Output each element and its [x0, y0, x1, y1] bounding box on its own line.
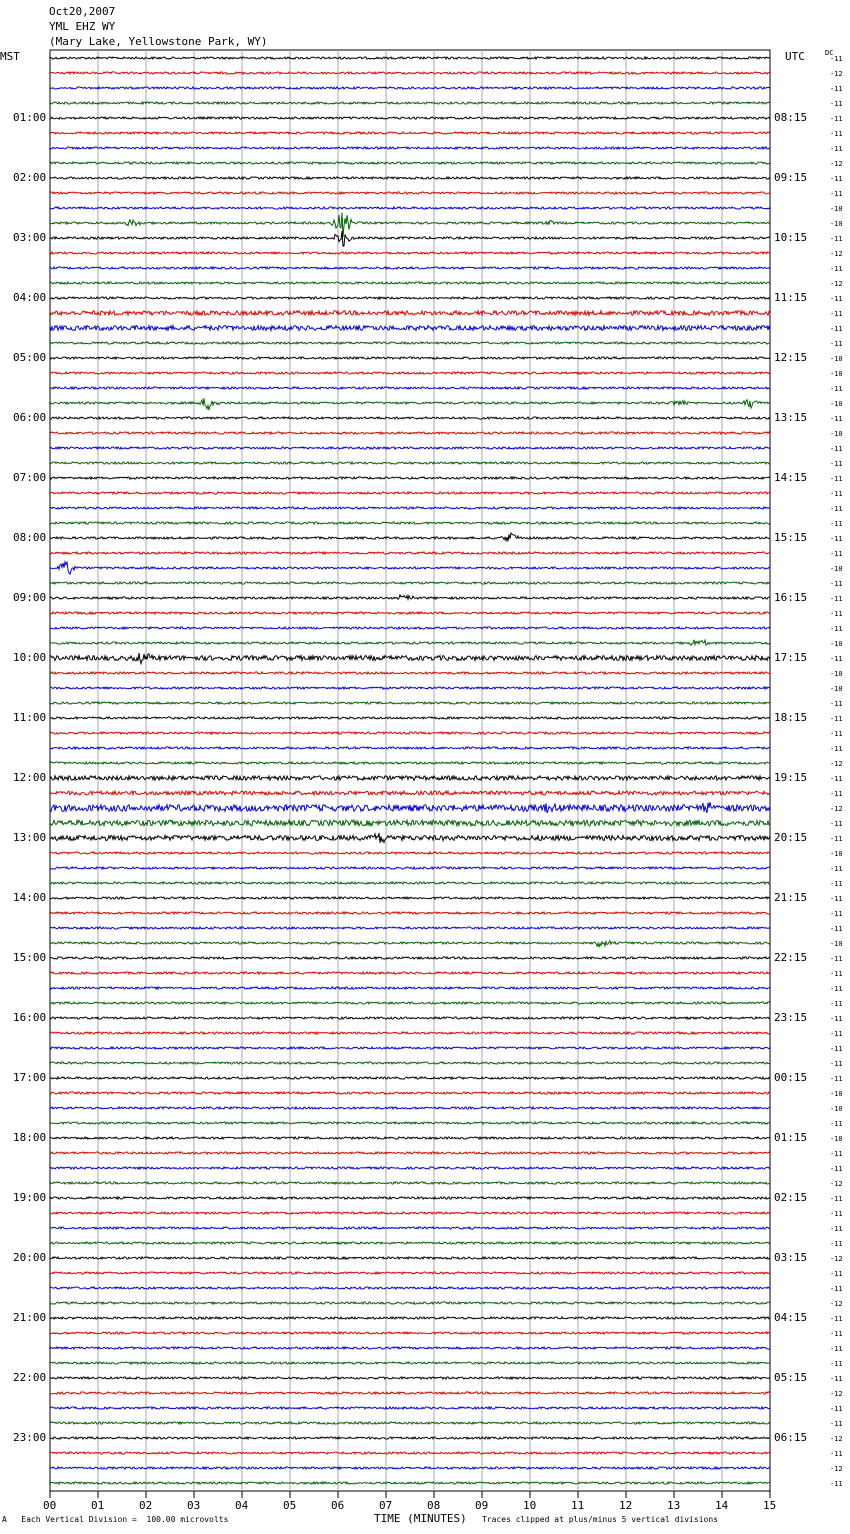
seismic-trace	[50, 833, 770, 843]
seismic-trace	[50, 1437, 770, 1439]
dc-offset-label: -11	[830, 535, 843, 543]
right-hour-label: 08:15	[774, 111, 808, 124]
dc-offset-label: -12	[830, 70, 843, 78]
right-hour-label: 14:15	[774, 471, 808, 484]
dc-offset-label: -11	[830, 730, 843, 738]
header-location: (Mary Lake, Yellowstone Park, WY)	[49, 35, 268, 48]
seismic-trace	[50, 192, 770, 194]
left-hour-label: 15:00	[13, 951, 47, 964]
seismic-trace	[50, 326, 770, 331]
seismic-trace	[50, 1452, 770, 1454]
seismic-trace	[50, 102, 770, 104]
dc-offset-label: -10	[830, 205, 843, 213]
seismic-trace	[50, 852, 770, 854]
dc-offset-label: -12	[830, 160, 843, 168]
seismic-trace	[50, 297, 770, 299]
dc-offset-label: -10	[830, 670, 843, 678]
seismic-trace	[50, 702, 770, 704]
seismic-trace	[50, 897, 770, 899]
dc-offset-label: -12	[830, 1465, 843, 1473]
right-hour-label: 04:15	[774, 1311, 808, 1324]
left-timezone-label: MST	[0, 50, 20, 63]
x-tick-label: 09	[475, 1499, 489, 1512]
dc-offset-label: -11	[830, 1195, 843, 1203]
seismic-trace	[50, 87, 770, 89]
seismic-trace	[50, 1257, 770, 1259]
left-hour-label: 22:00	[13, 1371, 47, 1384]
dc-offset-label: -11	[830, 715, 843, 723]
seismic-trace	[50, 882, 770, 884]
x-tick-label: 00	[43, 1499, 57, 1512]
seismic-trace	[50, 1017, 770, 1019]
dc-offset-label: -11	[830, 100, 843, 108]
seismic-trace	[50, 1377, 770, 1379]
right-hour-label: 02:15	[774, 1191, 808, 1204]
left-hour-label: 18:00	[13, 1131, 47, 1144]
dc-offset-label: -10	[830, 685, 843, 693]
left-hour-label: 13:00	[13, 831, 47, 844]
x-tick-label: 02	[139, 1499, 153, 1512]
dc-offset-label: -10	[830, 430, 843, 438]
seismic-trace	[50, 162, 770, 164]
right-hour-label: 22:15	[774, 951, 808, 964]
seismic-trace	[50, 1107, 770, 1109]
seismic-trace	[50, 687, 770, 689]
left-hour-label: 19:00	[13, 1191, 47, 1204]
right-hour-label: 16:15	[774, 591, 808, 604]
dc-offset-label: -11	[830, 1045, 843, 1053]
dc-offset-label: -10	[830, 1135, 843, 1143]
dc-offset-label: -11	[830, 1450, 843, 1458]
seismic-trace	[50, 252, 770, 254]
left-hour-label: 04:00	[13, 291, 47, 304]
left-hour-label: 20:00	[13, 1251, 47, 1264]
left-hour-label: 09:00	[13, 591, 47, 604]
x-tick-label: 03	[187, 1499, 201, 1512]
dc-offset-label: -11	[830, 775, 843, 783]
seismic-trace	[50, 957, 770, 959]
seismic-trace	[50, 533, 770, 541]
dc-offset-label: -11	[830, 1075, 843, 1083]
dc-offset-label: -11	[830, 1330, 843, 1338]
header-date: Oct20,2007	[49, 5, 116, 18]
seismic-trace	[50, 927, 770, 929]
dc-offset-label: -11	[830, 865, 843, 873]
dc-offset-label: -11	[830, 820, 843, 828]
seismic-trace	[50, 1137, 770, 1139]
dc-offset-label: -11	[830, 190, 843, 198]
seismic-trace	[50, 1152, 770, 1154]
dc-offset-label: -12	[830, 1435, 843, 1443]
left-hour-label: 03:00	[13, 231, 47, 244]
seismic-trace	[50, 776, 770, 780]
dc-offset-label: -11	[830, 340, 843, 348]
scale-note-text: Each Vertical Division = 100.00 microvolts	[21, 1515, 229, 1524]
dc-offset-label: -11	[830, 85, 843, 93]
x-axis-ticks	[50, 1491, 770, 1498]
seismic-trace	[50, 1272, 770, 1274]
dc-offset-label: -11	[830, 415, 843, 423]
dc-offset-label: -11	[830, 1000, 843, 1008]
x-tick-label: 10	[523, 1499, 537, 1512]
dc-offset-label: -11	[830, 595, 843, 603]
left-hour-label: 14:00	[13, 891, 47, 904]
seismic-trace	[50, 552, 770, 554]
seismic-trace	[50, 387, 770, 389]
seismic-trace	[50, 653, 770, 664]
dc-offset-label: -11	[830, 1120, 843, 1128]
right-hour-label: 09:15	[774, 171, 808, 184]
right-hour-label: 15:15	[774, 531, 808, 544]
dc-offset-label: -12	[830, 1255, 843, 1263]
seismic-trace	[50, 462, 770, 464]
right-hour-label: 12:15	[774, 351, 808, 364]
right-hour-label: 23:15	[774, 1011, 808, 1024]
dc-offset-label: -10	[830, 940, 843, 948]
seismic-trace	[50, 1362, 770, 1364]
dc-offset-label: -11	[830, 1420, 843, 1428]
dc-offset-label: -10	[830, 640, 843, 648]
seismic-trace	[50, 57, 770, 59]
seismic-trace	[50, 282, 770, 284]
seismic-trace	[50, 1347, 770, 1349]
dc-offset-label: -11	[830, 235, 843, 243]
seismic-trace	[50, 820, 770, 826]
dc-offset-label: -10	[830, 1105, 843, 1113]
dc-offset-label: -11	[830, 1315, 843, 1323]
right-hour-label: 05:15	[774, 1371, 808, 1384]
left-hour-label: 07:00	[13, 471, 47, 484]
dc-offset-label: -11	[830, 880, 843, 888]
left-hour-label: 02:00	[13, 171, 47, 184]
seismic-trace	[50, 147, 770, 149]
dc-offset-label: -11	[830, 265, 843, 273]
seismic-trace	[50, 1032, 770, 1034]
seismic-trace	[50, 912, 770, 914]
seismic-trace	[50, 1332, 770, 1334]
right-hour-label: 21:15	[774, 891, 808, 904]
dc-offset-label: -11	[830, 700, 843, 708]
dc-offset-label: -11	[830, 490, 843, 498]
seismic-trace	[50, 1167, 770, 1169]
dc-offset-label: -11	[830, 790, 843, 798]
dc-offset-label: -11	[830, 130, 843, 138]
x-tick-label: 01	[91, 1499, 105, 1512]
seismic-trace	[50, 267, 770, 269]
dc-offset-label: -11	[830, 1210, 843, 1218]
dc-offset-label: -11	[830, 55, 843, 63]
dc-label: DC	[825, 49, 834, 57]
x-tick-label: 13	[667, 1499, 681, 1512]
seismic-trace	[50, 582, 770, 584]
seismic-trace	[50, 717, 770, 719]
seismic-trace	[50, 1467, 770, 1469]
plot-frame	[50, 50, 770, 1491]
seismic-trace	[50, 1482, 770, 1484]
x-tick-label: 06	[331, 1499, 345, 1512]
left-hour-label: 01:00	[13, 111, 47, 124]
seismic-trace	[50, 447, 770, 449]
seismic-trace	[50, 477, 770, 479]
dc-offset-label: -10	[830, 370, 843, 378]
dc-offset-label: -12	[830, 760, 843, 768]
seismic-trace	[50, 1092, 770, 1094]
seismic-trace	[50, 311, 770, 315]
seismic-trace	[50, 1302, 770, 1304]
seismic-trace	[50, 640, 770, 646]
seismic-trace	[50, 417, 770, 419]
right-hour-label: 17:15	[774, 651, 808, 664]
dc-offset-label: -11	[830, 970, 843, 978]
dc-offset-label: -10	[830, 565, 843, 573]
seismic-trace	[50, 207, 770, 209]
seismic-trace	[50, 562, 770, 574]
right-hour-label: 06:15	[774, 1431, 808, 1444]
dc-offset-label: -11	[830, 835, 843, 843]
right-hour-label: 20:15	[774, 831, 808, 844]
dc-offset-label: -12	[830, 280, 843, 288]
dc-offset-label: -10	[830, 400, 843, 408]
dc-offset-label: -12	[830, 1180, 843, 1188]
dc-offset-label: -11	[830, 1345, 843, 1353]
seismic-trace	[50, 1392, 770, 1394]
seismic-trace	[50, 1062, 770, 1064]
left-hour-label: 17:00	[13, 1071, 47, 1084]
dc-offset-label: -11	[830, 1240, 843, 1248]
seismic-trace	[50, 231, 770, 246]
right-hour-label: 19:15	[774, 771, 808, 784]
dc-offset-label: -11	[830, 895, 843, 903]
dc-offset-label: -11	[830, 925, 843, 933]
dc-offset-label: -11	[830, 445, 843, 453]
dc-offset-label: -11	[830, 1015, 843, 1023]
right-hour-label: 01:15	[774, 1131, 808, 1144]
dc-offset-label: -11	[830, 1270, 843, 1278]
dc-offset-label: -11	[830, 1225, 843, 1233]
right-hour-label: 10:15	[774, 231, 808, 244]
dc-offset-label: -11	[830, 1480, 843, 1488]
seismic-trace	[50, 507, 770, 509]
seismic-trace	[50, 802, 770, 813]
left-hour-label: 16:00	[13, 1011, 47, 1024]
dc-offset-label: -11	[830, 460, 843, 468]
footer-clip-note: Traces clipped at plus/minus 5 vertical divisions	[482, 1515, 719, 1524]
seismic-trace	[50, 747, 770, 749]
seismic-trace	[50, 398, 770, 410]
dc-offset-label: -11	[830, 655, 843, 663]
seismic-trace	[50, 432, 770, 434]
left-hour-label: 05:00	[13, 351, 47, 364]
x-tick-label: 04	[235, 1499, 249, 1512]
seismic-trace	[50, 627, 770, 629]
dc-offset-label: -10	[830, 850, 843, 858]
x-tick-label: 15	[763, 1499, 777, 1512]
dc-offset-label: -11	[830, 610, 843, 618]
dc-offset-label: -11	[830, 1405, 843, 1413]
dc-offset-label: -12	[830, 805, 843, 813]
dc-offset-label: -11	[830, 115, 843, 123]
seismic-trace	[50, 72, 770, 74]
left-hour-label: 06:00	[13, 411, 47, 424]
right-hour-label: 11:15	[774, 291, 808, 304]
footer-mark: A	[2, 1515, 7, 1524]
dc-offset-label: -11	[830, 580, 843, 588]
seismic-trace	[50, 1407, 770, 1409]
dc-offset-label: -12	[830, 1300, 843, 1308]
seismic-trace	[50, 867, 770, 869]
footer-scale-note	[2, 1515, 228, 1524]
left-hour-label: 08:00	[13, 531, 47, 544]
trace-group	[50, 57, 770, 1484]
seismic-trace	[50, 1212, 770, 1214]
dc-offset-label: -11	[830, 310, 843, 318]
left-hour-label: 12:00	[13, 771, 47, 784]
dc-offset-label: -11	[830, 1375, 843, 1383]
seismic-trace	[50, 1422, 770, 1424]
seismic-trace	[50, 1287, 770, 1289]
seismic-trace	[50, 117, 770, 119]
left-hour-label: 10:00	[13, 651, 47, 664]
seismic-trace	[50, 762, 770, 764]
dc-offset-label: -11	[830, 1165, 843, 1173]
dc-offset-label: -11	[830, 745, 843, 753]
seismic-trace	[50, 1122, 770, 1124]
seismic-trace	[50, 1002, 770, 1004]
dc-offset-label: -11	[830, 625, 843, 633]
x-tick-label: 11	[571, 1499, 585, 1512]
dc-offset-label: -11	[830, 175, 843, 183]
minute-gridlines	[98, 50, 722, 1491]
seismic-trace	[50, 372, 770, 374]
seismic-trace	[50, 1317, 770, 1319]
x-tick-label: 12	[619, 1499, 633, 1512]
seismic-trace	[50, 177, 770, 179]
dc-offset-label: -12	[830, 250, 843, 258]
dc-offset-label: -11	[830, 955, 843, 963]
dc-offset-label: -11	[830, 1360, 843, 1368]
seismic-trace	[50, 612, 770, 614]
seismic-trace	[50, 342, 770, 344]
seismic-trace	[50, 522, 770, 524]
left-hour-label: 21:00	[13, 1311, 47, 1324]
seismic-trace	[50, 492, 770, 494]
seismic-trace	[50, 941, 770, 947]
seismic-trace	[50, 672, 770, 674]
seismic-trace	[50, 1227, 770, 1229]
dc-offset-label: -10	[830, 220, 843, 228]
dc-offset-label: -11	[830, 385, 843, 393]
dc-offset-label: -11	[830, 1030, 843, 1038]
dc-offset-label: -12	[830, 1390, 843, 1398]
dc-offset-label: -11	[830, 145, 843, 153]
dc-offset-label: -11	[830, 325, 843, 333]
dc-offset-label: -11	[830, 1285, 843, 1293]
seismic-trace	[50, 1047, 770, 1049]
left-hour-label: 11:00	[13, 711, 47, 724]
right-hour-label: 00:15	[774, 1071, 808, 1084]
header-station: YML EHZ WY	[49, 20, 116, 33]
right-timezone-label: UTC	[785, 50, 805, 63]
left-hour-label: 23:00	[13, 1431, 47, 1444]
seismic-trace	[50, 357, 770, 359]
dc-offset-label: -10	[830, 1090, 843, 1098]
dc-offset-label: -11	[830, 505, 843, 513]
x-axis-label: TIME (MINUTES)	[374, 1512, 467, 1525]
seismic-trace	[50, 1242, 770, 1244]
x-tick-label: 08	[427, 1499, 441, 1512]
x-tick-label: 07	[379, 1499, 393, 1512]
seismic-trace	[50, 1182, 770, 1184]
seismic-trace	[50, 132, 770, 134]
seismic-trace	[50, 987, 770, 989]
seismic-trace	[50, 1197, 770, 1199]
dc-offset-label: -11	[830, 520, 843, 528]
right-hour-label: 03:15	[774, 1251, 808, 1264]
seismic-trace	[50, 1077, 770, 1079]
seismic-trace	[50, 732, 770, 734]
dc-offset-label: -11	[830, 910, 843, 918]
dc-offset-label: -11	[830, 985, 843, 993]
dc-offset-label: -11	[830, 550, 843, 558]
dc-offset-label: -11	[830, 295, 843, 303]
right-hour-label: 18:15	[774, 711, 808, 724]
seismic-trace	[50, 972, 770, 974]
x-tick-label: 05	[283, 1499, 297, 1512]
right-hour-label: 13:15	[774, 411, 808, 424]
seismic-trace	[50, 791, 770, 795]
dc-offset-label: -10	[830, 355, 843, 363]
x-tick-label: 14	[715, 1499, 729, 1512]
dc-offset-label: -11	[830, 1150, 843, 1158]
seismic-trace	[50, 213, 770, 237]
seismic-trace	[50, 595, 770, 600]
dc-offset-label: -11	[830, 475, 843, 483]
dc-offset-label: -11	[830, 1060, 843, 1068]
